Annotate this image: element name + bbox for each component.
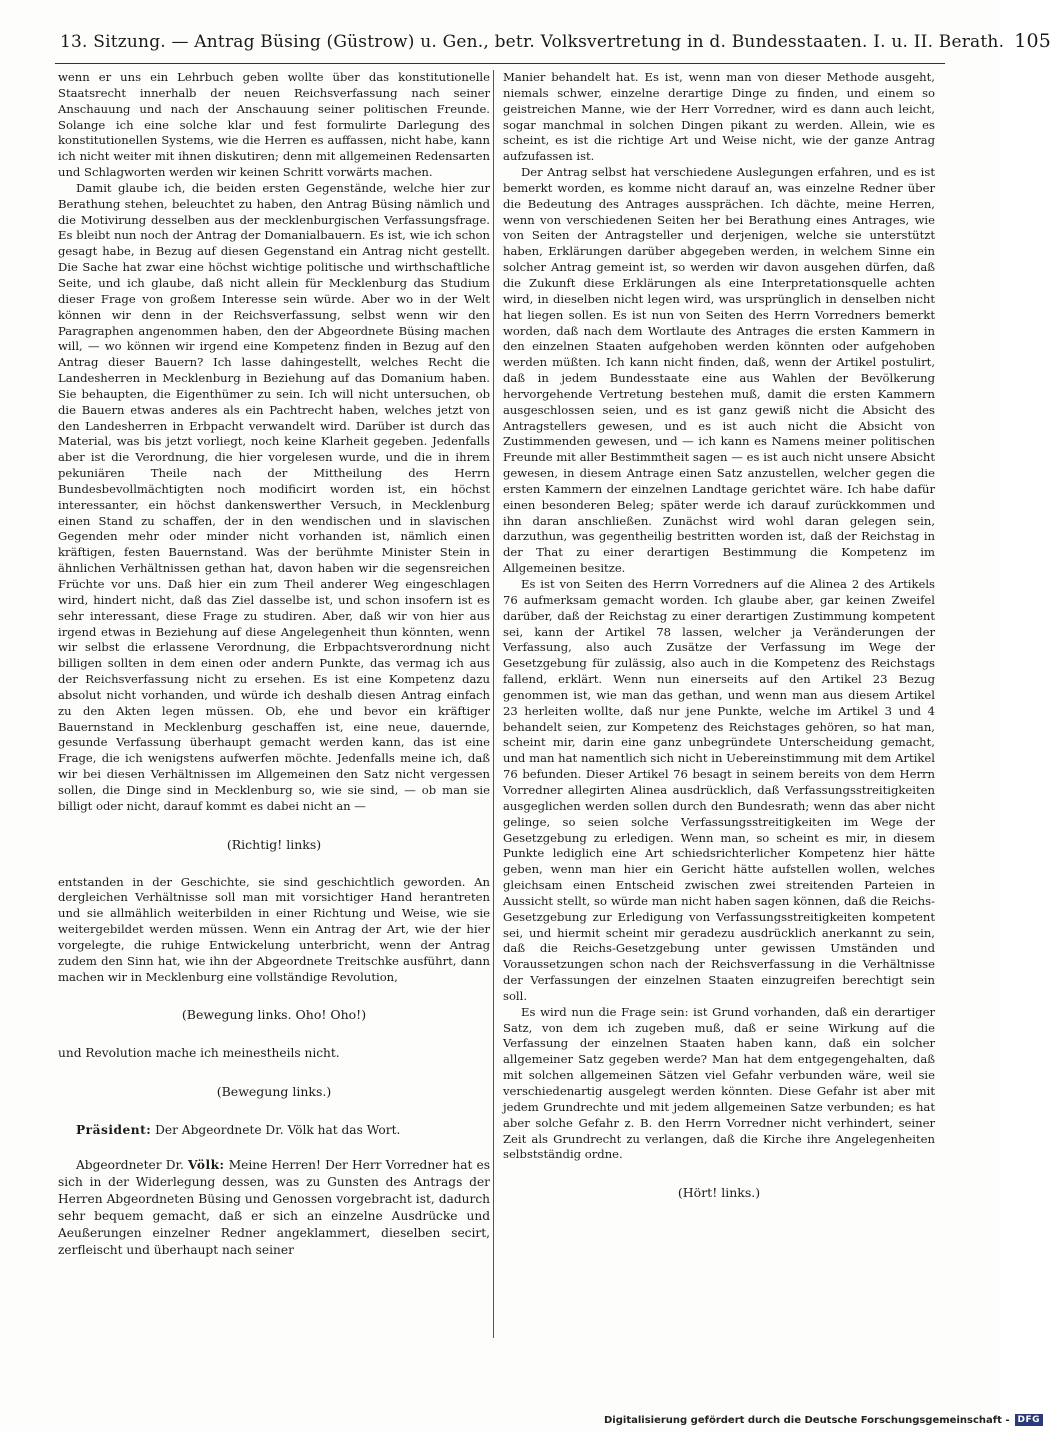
paragraph: Es ist von Seiten des Herrn Vorredners auf die Alinea 2 des Artikels 76 aufmerksam gemacht worden. Ich glaube aber, gar keinen Zweifel darüber, daß der Reichstag zu einer derartigen Zustimmung kompetent sei, kann der Artikel 78 lassen, welcher ja Veränderungen der Verfassung, also auch Zusätze der Verfassung im Wege der Gesetzgebung für zulässig, also auch in die Kompetenz des Reichstags fallend, erklärt. Wenn nun einerseits auf den Artikel 23 Bezug genommen ist, wie man das gethan, und wenn man aus diesem Artikel 23 herleiten wollte, daß nur jene Punkte, welche im Artikel 3 und 4 behandelt seien, zur Kompetenz des Reichstages gehören, so hat man, scheint mir, darin eine ganz unbegründete Unterscheidung gemacht, und man hat namentlich sich nicht in Uebereinstimmung mit dem Artikel 76 befunden. Dieser Artikel 76 besagt in seinem bereits von dem Herrn Vorredner allegirten Alinea ausdrücklich, daß Verfassungsstreitigkeiten ausgeglichen werden sollen durch den Bundesrath; wenn das aber nicht gelinge, so seien solche Verfassungsstreitigkeiten im Wege der Gesetzgebung zu erledigen. Wenn man, so scheint es mir, in diesem Punkte lediglich eine Art schiedsrichterlicher Kompetenz hier hätte geben, wenn man hier ein Gericht hätte aufstellen wollen, welches gleichsam einen Entscheid zwischen zwei streitenden Parteien in Aussicht stellt, so würde man nicht haben sagen können, daß die Reichs-Gesetzgebung zur Erledigung von Verfassungsstreitigkeiten kompetent sei, und hiermit scheint mir geradezu ausdrücklich anerkannt zu sein, daß die Reichs-Gesetzgebung unter gewissen Umständen und Voraussetzungen schon nach der Reichsverfassung in die Verhältnisse der Verfassungen der einzelnen Staaten einzugreifen berechtigt sein soll. — [503, 577, 935, 1003]
credit-text: Digitalisierung gefördert durch die Deutsche Forschungsgemeinschaft - — [604, 1414, 1010, 1426]
interjection: (Bewegung links. Oho! Oho!) — [181, 1007, 367, 1023]
speaker-name: Völk: — [188, 1158, 225, 1173]
interjection: (Richtig! links) — [226, 836, 322, 852]
page-header — [60, 30, 1051, 62]
digitization-credit — [604, 1414, 1043, 1426]
speaker-president: Präsident: — [76, 1123, 152, 1138]
paragraph: Der Antrag selbst hat verschiedene Auslegungen erfahren, und es ist bemerkt worden, es komme nicht darauf an, was einzelne Redner über die Bedeutung des Antrages aussprächen. Ich dächte, meine Herren, wenn von verschiedenen Seiten her bei Berathung eines Antrages, wie von Seiten der Antragsteller und derjenigen, welche sie unterstützt haben, Erklärungen darüber abgegeben werden, in welchem Sinne ein solcher Antrag gemeint ist, so werden wir davon ausgehen dürfen, daß die Zukunft diese Erklärungen als eine Interpretationsquelle achten wird, in dieselben nicht legen wird, was ursprünglich in denselben nicht hat liegen sollen. Es ist nun von Seiten des Herrn Vorredners bemerkt worden, daß nach dem Wortlaute des Antrages die ersten Kammern in den einzelnen Staaten aufgehoben werden könnten oder aufgehoben werden müßten. Ich kann nicht finden, daß, wenn der Artikel postulirt, daß in jedem Bundesstaate eine aus Wahlen der Bevölkerung hervorgehende Vertretung bestehen muß, damit die ersten Kammern ausgeschlossen seien, und es ist ganz gewiß nicht die Absicht des Antragstellers gewesen, und es ist auch nicht die Absicht von Zustimmenden gewesen, und — ich kann es Namens meiner politischen Freunde mit aller Bestimmtheit sagen — es ist auch nicht unsere Absicht gewesen, in diesem Antrage einen Satz anzustellen, welcher gegen die ersten Kammern der einzelnen Landtage gerichtet wäre. Ich habe dafür einen besonderen Beleg; später werde ich darauf zurückkommen und ihn daran anschließen. Zunächst wird wohl daran gelegen sein, darzuthun, was gegentheilig bestritten worden ist, daß der Reichstag in der That zu einer derartigen Bestimmung die Kompetenz im Allgemeinen besitze. — [503, 165, 935, 576]
president-statement — [58, 1122, 490, 1139]
interjection: (Bewegung links.) — [216, 1084, 332, 1100]
interjection: (Hört! links.) — [677, 1185, 761, 1201]
running-title: 13. Sitzung. — Antrag Büsing (Güstrow) u. Gen., betr. Volksvertretung in d. Bundesstaaten. I. u. II. Berath. — [60, 32, 1005, 52]
paragraph: Es wird nun die Frage sein: ist Grund vorhanden, daß ein derartiger Satz, von dem ich zugeben muß, daß er seine Wirkung auf die Verfassung der einzelnen Staaten haben kann, daß ein solcher allgemeiner Satz gegeben werde? Man hat dem entgegengehalten, daß mit solchen allgemeinen Sätzen viel Gefahr verbunden wäre, weil sie verschiedenartig ausgelegt werden könnten. Diese Gefahr ist aber mit jedem Grundrechte und mit jedem allgemeinen Satze verbunden; es hat aber solche Gefahr z. B. den Herrn Vorredner nicht verhindert, seiner Zeit als Grundrecht zu verlangen, daß die Kirche ihre Angelegenheiten selbstständig ordne. — [503, 1004, 935, 1162]
paragraph: und Revolution mache ich meinestheils nicht. — [58, 1046, 340, 1061]
dfg-logo: DFG — [1015, 1414, 1044, 1426]
page-number: 105 — [1014, 30, 1051, 52]
speech-paragraph — [58, 1157, 490, 1259]
speech-text: Meine Herren! Der Herr Vorredner hat es sich in der Widerlegung dessen, was zu Gunsten des Antrags der Herren Abgeordneten Büsing und Genossen vorgebracht ist, dadurch sehr bequem gemacht, daß er sich an einzelne Ausdrücke und Aeußerungen einzelner Redner angeklammert, dieselben secirt, zerfleischt und überhaupt nach seiner — [58, 1158, 490, 1258]
paragraph: entstanden in der Geschichte, sie sind geschichtlich geworden. An dergleichen Verhältnisse soll man mit vorsichtiger Hand herantreten und sie allmählich weiterbilden in einer Richtung und Weise, wie sie weitergebildet werden müssen. Wenn ein Antrag der Art, wie der hier vorgelegte, die ruhige Entwickelung unterbricht, wenn der Antrag zudem den Sinn hat, wie ihn der Abgeordnete Treitschke ausführt, dann machen wir in Mecklenburg eine vollständige Revolution, — [58, 874, 490, 984]
paragraph: Damit glaube ich, die beiden ersten Gegenstände, welche hier zur Berathung stehen, beleuchtet zu haben, den Antrag Büsing nämlich und die Motivirung desselben aus der mecklenburgischen Verfassungsfrage. Es bleibt nun noch der Antrag der Domanialbauern. Es ist, wie ich schon gesagt habe, in Bezug auf diesen Gegenstand ein Antrag nicht gestellt. Die Sache hat zwar eine höchst wichtige politische und wirthschaftliche Seite, und ich glaube, daß nicht allein für Mecklenburg das Studium dieser Frage von großem Interesse sein würde. Aber wo in der Welt können wir denn in der Reichsverfassung, selbst wenn wir den Paragraphen angenommen haben, den der Abgeordnete Büsing machen will, — wo können wir irgend eine Kompetenz finden in Bezug auf den Antrag dieser Bauern? Ich lasse dahingestellt, welches Recht die Landesherren in Mecklenburg in Beziehung auf das Domanium haben. Sie behaupten, die Eigenthümer zu sein. Ich will nicht untersuchen, ob die Bauern etwas anderes als ein Pachtrecht haben, welches jetzt von den Landesherren in Erbpacht verwandelt wird. Darüber ist durch das Material, was bis jetzt vorliegt, noch keine Klarheit gegeben. Jedenfalls aber ist die Verordnung, die hier vorgelesen wurde, und die in ihrem pekuniären Theile nach der Mittheilung des Herrn Bundesbevollmächtigten noch modificirt worden ist, ein höchst interessanter, ein höchst dankenswerther Versuch, in Mecklenburg einen Stand zu schaffen, der in den wendischen und in slavischen Gegenden mehr oder minder nicht vorhanden ist, nämlich einen kräftigen, festen Bauernstand. Was der berühmte Minister Stein in ähnlichen Verhältnissen gethan hat, davon haben wir die segensreichen Früchte vor uns. Daß hier ein zum Theil anderer Weg eingeschlagen wird, hindert nicht, daß das Ziel dasselbe ist, und schon insofern ist es sehr interessant, diese Frage zu studiren. Aber, daß wir von hier aus irgend etwas in Beziehung auf diese Angelegenheit thun könnten, wenn wir selbst die erlassene Verordnung, die Erbpachtsverordnung nicht billigen sollten in dem einen oder andern Punkte, das vermag ich aus der Reichsverfassung nicht zu ersehen. Es ist eine Kompetenz dazu absolut nicht vorhanden, und würde ich deshalb diesen Antrag einfach zu den Akten legen müssen. Ob, ehe und bevor ein kräftiger Bauernstand in Mecklenburg geschaffen ist, eine neue, dauernde, gesunde Verfassung überhaupt gemacht werden kann, das ist eine Frage, die ich wenigstens aufwerfen möchte. Jedenfalls meine ich, daß wir bei diesen Verhältnissen im Allgemeinen den Satz nicht vergessen sollen, die Dinge sind in Mecklenburg so, wie sie sind, — ob man sie billigt oder nicht, darauf kommt es dabei nicht an — — [58, 180, 490, 813]
left-column — [58, 70, 490, 1342]
paragraph: wenn er uns ein Lehrbuch geben wollte über das konstitutionelle Staatsrecht innerhalb der neuen Reichsverfassung nach seiner Anschauung und nach der Anschauung seiner politischen Freunde. Solange ich eine solche klar und fest formulirte Darlegung des konstitutionellen Systems, wie die Herren es auffassen, nicht habe, kann ich nicht weiter mit ihnen diskutiren; denn mit allgemeinen Redensarten und Schlagworten werden wir keinen Schritt vorwärts machen. — [58, 70, 490, 180]
column-divider — [493, 70, 494, 1338]
header-rule — [55, 63, 945, 64]
right-column — [503, 70, 935, 1342]
president-text: Der Abgeordnete Dr. Völk hat das Wort. — [155, 1123, 401, 1138]
paragraph: Manier behandelt hat. Es ist, wenn man von dieser Methode ausgeht, niemals schwer, einzelne derartige Dinge zu finden, und einem so geistreichen Manne, wie der Herr Vorredner, wird es dann auch leicht, sogar manchmal in solchen Dingen pikant zu werden. Allein, wie es scheint, es ist die richtige Art und Weise nicht, wie der ganze Antrag aufzufassen ist. — [503, 70, 935, 164]
speaker-prefix: Abgeordneter Dr. — [76, 1158, 184, 1173]
